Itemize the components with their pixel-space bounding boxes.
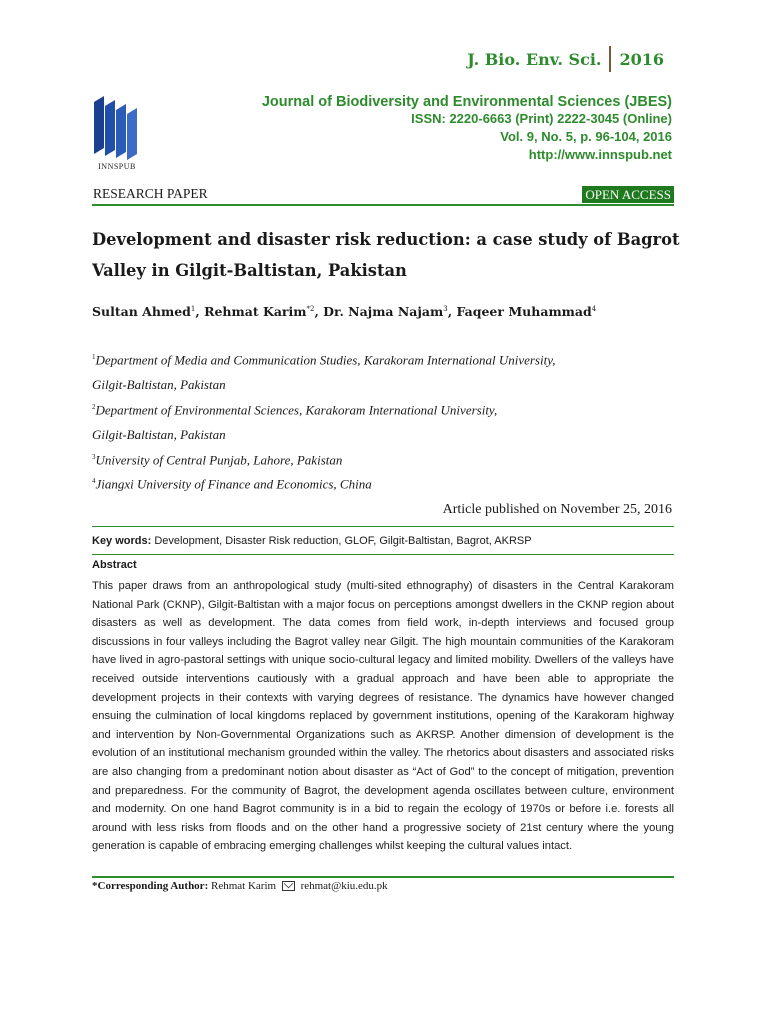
- abstract-text: This paper draws from an anthropological study (multi-sited ethnography) of disasters in the Central Karakoram National Park (CKNP), Gilgit-Baltistan with a major focus on perceptions amongst dwellers in the CKNP region about disasters as well as development. The data comes from field work, in-depth interviews and focused group discussions in four valleys including the Bagrot valley near Gilgit. The high mountain communities of the Karakoram have lived in agro-pastoral settings with unique socio-cultural legacy and limited mobility. Dwellers of the valleys have received outside interventions cautiously with a gradual approach and have been able to appropriate the development projects in their contexts with varying degrees of resistance. The dynamics have however changed ensuing the culmination of local kingdoms replaced by government institutions, opening of the Karakoram highway and intervention by Non-Governmental Organizations such as AKRSP. Another dimension of development is the evolution of an institutional mechanism grounded within the valley. The rhetorics about disasters and associated risks are also changing from a predominant notion about disaster as “Act of God” to the concept of mitigation, prevention and preparedness. For the community of Bagrot, the development agenda oscillates between culture, environment and modernity. On one hand Bagrot community is in a bid to regain the ecology of 1970s or before i.e. forests all around with less risks from floods and on the other hand a progressive society of 21st century where the young generation is capable of embracing emerging challenges whilst keeping the cultural values intact.: [92, 580, 674, 853]
- journal-issn: ISSN: 2220-6663 (Print) 2222-3045 (Online): [411, 111, 672, 126]
- abstract-heading: Abstract: [92, 559, 137, 571]
- article-title: Development and disaster risk reduction: a case study of Bagrot Valley in Gilgit-Baltistan, Pakistan: [92, 230, 680, 280]
- keywords-text: Development, Disaster Risk reduction, GLOF, Gilgit-Baltistan, Bagrot, AKRSP: [154, 535, 532, 547]
- publisher-logo-text: INNSPUB: [98, 162, 136, 171]
- header-rule: [92, 204, 674, 206]
- journal-running-header: [467, 46, 664, 72]
- corresponding-email[interactable]: rehmat@kiu.edu.pk: [300, 880, 388, 892]
- author-name: Dr. Najma Najam: [323, 304, 444, 319]
- open-access-badge: OPEN ACCESS: [582, 186, 674, 203]
- affiliation-line: Department of Environmental Sciences, Karakoram International University,: [95, 402, 498, 418]
- journal-year: 2016: [619, 49, 664, 69]
- keywords-bottom-rule: [92, 554, 674, 555]
- affiliation-1: [92, 345, 652, 397]
- affiliation-4: [92, 469, 652, 496]
- journal-abbrev: J. Bio. Env. Sci.: [467, 49, 602, 69]
- author-sup: *2: [306, 304, 315, 313]
- affiliation-line: Department of Media and Communication Studies, Karakoram International University,: [95, 352, 556, 368]
- affiliation-line: Gilgit-Baltistan, Pakistan: [92, 377, 226, 393]
- affiliation-sup: 4: [92, 477, 96, 485]
- affiliation-sup: 2: [92, 403, 96, 411]
- keywords-line: [92, 535, 532, 547]
- corresponding-label: *Corresponding Author:: [92, 880, 209, 892]
- paper-type-label: RESEARCH PAPER: [93, 186, 208, 201]
- affiliation-line: University of Central Punjab, Lahore, Pakistan: [95, 452, 343, 468]
- publisher-logo: [90, 92, 144, 172]
- journal-info: [262, 94, 672, 164]
- keywords-label: Key words:: [92, 535, 152, 547]
- author-name: Sultan Ahmed: [92, 304, 191, 319]
- corresponding-author: [92, 880, 388, 892]
- author-name: Faqeer Muhammad: [456, 304, 592, 319]
- published-date: Article published on November 25, 2016: [442, 502, 672, 517]
- book-logo-icon: [90, 92, 144, 160]
- author-sup: 3: [443, 304, 448, 313]
- author-sup: 4: [591, 304, 597, 313]
- keywords-top-rule: [92, 526, 674, 527]
- envelope-icon: [282, 881, 295, 891]
- affiliation-sup: 1: [92, 353, 96, 361]
- affiliation-line: Gilgit-Baltistan, Pakistan: [92, 427, 226, 443]
- author-list: Sultan Ahmed$^1$, Rehmat Karim$^{*2}$, Dr. Najma Najam$^3$, Faqeer Muhammad$^4$: [92, 304, 597, 319]
- affiliation-2: [92, 395, 652, 447]
- author-name: Rehmat Karim: [204, 304, 307, 319]
- corresponding-name: Rehmat Karim: [210, 880, 277, 892]
- header-divider: [609, 46, 611, 72]
- journal-volume: Vol. 9, No. 5, p. 96-104, 2016: [500, 129, 672, 144]
- author-sup: 1: [190, 304, 196, 313]
- footer-rule: [92, 876, 674, 878]
- journal-name: Journal of Biodiversity and Environmental Sciences (JBES): [261, 94, 672, 110]
- journal-url[interactable]: http://www.innspub.net: [528, 147, 672, 162]
- affiliation-line: Jiangxi University of Finance and Economics, China: [95, 476, 372, 492]
- affiliation-sup: 3: [92, 453, 96, 461]
